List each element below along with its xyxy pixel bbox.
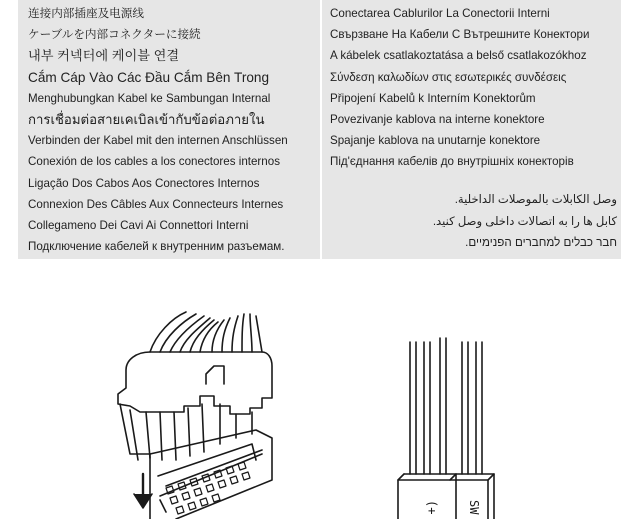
instruction-de: Verbinden der Kabel mit den internen Anschlüssen — [28, 134, 288, 148]
instruction-fr: Connexion Des Câbles Aux Connecteurs Internes — [28, 197, 284, 211]
instruction-bg: Свързване На Кабели С Вътрешните Конектори — [330, 28, 590, 42]
rtl-language-block — [327, 189, 617, 254]
instruction-he: חבר כבלים למחברים הפנימיים. — [465, 236, 617, 249]
instruction-zh: 连接内部插座及电源线 — [28, 7, 144, 20]
panel-divider — [320, 0, 322, 259]
connector-label-sw: SW — [467, 500, 481, 515]
instruction-ja: ケーブルを内部コネクターに接続 — [28, 28, 201, 42]
instruction-fa: کابل ها را به اتصالات داخلی وصل کنید. — [432, 214, 617, 228]
connector-illustration — [0, 260, 639, 519]
right-language-column — [330, 3, 620, 173]
instruction-hr: Spajanje kablova na unutarnje konektore — [330, 134, 541, 148]
instruction-hu: A kábelek csatlakoztatása a belső csatlakozókhoz — [330, 49, 587, 63]
instruction-vi: Cắm Cáp Vào Các Đầu Cắm Bên Trong — [28, 69, 270, 85]
instruction-cs: Připojení Kabelů k Interním Konektorům — [330, 91, 536, 105]
instruction-ko: 내부 커넥터에 케이블 연결 — [28, 48, 180, 64]
left-language-column — [28, 3, 316, 257]
instruction-sr: Povezivanje kablova na interne konektore — [330, 112, 545, 126]
instruction-es: Conexión de los cables a los conectores internos — [28, 155, 280, 169]
instruction-it: Collegameno Dei Cavi Ai Connettori Interni — [28, 218, 249, 232]
connector-label-plus: (+ — [425, 500, 439, 515]
header-wires — [410, 338, 482, 474]
instruction-uk: Під'єднання кабелів до внутрішніх конекторів — [330, 155, 574, 169]
instruction-id: Menghubungkan Kabel ke Sambungan Internal — [28, 91, 271, 105]
instruction-ar: وصل الكابلات بالموصلات الداخلية. — [454, 193, 617, 206]
instruction-th: การเชื่อมต่อสายเคเบิลเข้ากับข้อต่อภายใน — [28, 111, 265, 127]
instruction-el: Σύνδεση καλωδίων στις εσωτερικές συνδέσεις — [330, 70, 567, 84]
instruction-ru: Подключение кабелей к внутренним разъемам. — [28, 240, 285, 254]
power-cable-bundle — [150, 312, 262, 352]
instruction-ro: Conectarea Cablurilor La Conectorii Interni — [330, 7, 550, 20]
instruction-pt: Ligação Dos Cabos Aos Conectores Internos — [28, 176, 260, 190]
motherboard-socket — [150, 430, 272, 519]
